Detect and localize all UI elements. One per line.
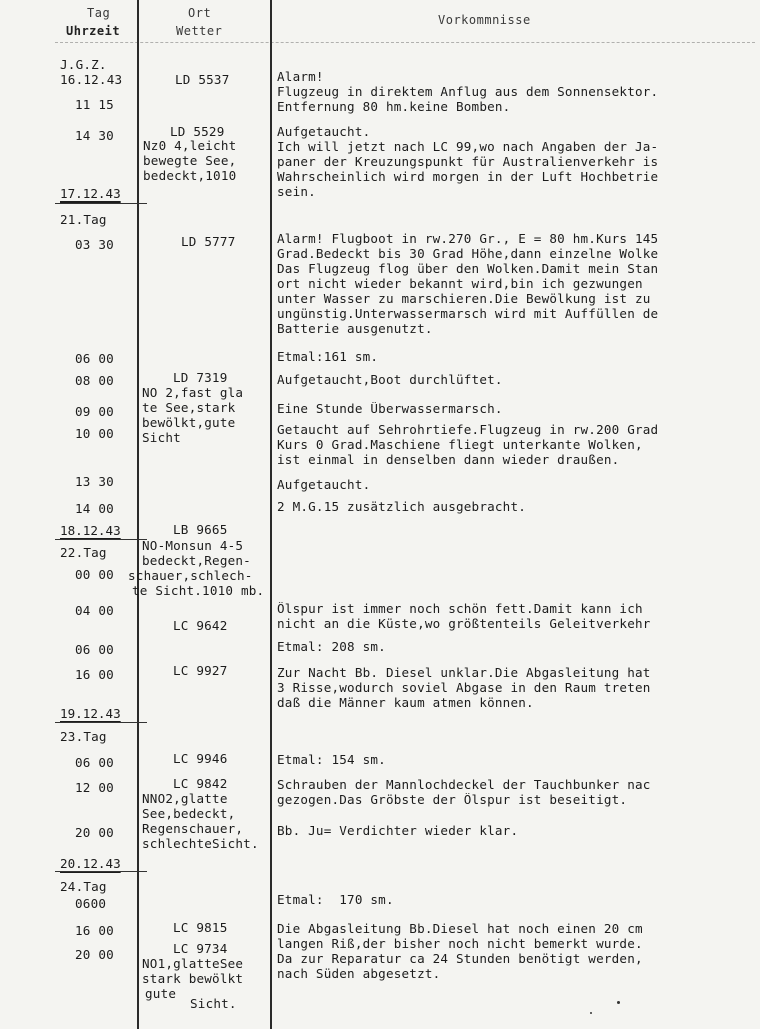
event-line: Zur Nacht Bb. Diesel unklar.Die Abgasleitung hat <box>277 666 651 680</box>
time-entry: 10 00 <box>75 426 114 441</box>
event-line: Schrauben der Mannlochdeckel der Tauchbunker nac <box>277 778 651 792</box>
header-uhrzeit: Uhrzeit <box>66 24 121 38</box>
event-line: ort nicht wieder bekannt wird,bin ich gezwungen <box>277 277 643 291</box>
event-line: sein. <box>277 185 316 199</box>
place-weather-entry: te See,stark <box>142 400 236 415</box>
header-ort: Ort <box>188 6 212 20</box>
event-line: Aufgetaucht. <box>277 125 371 139</box>
date-rule <box>55 203 147 204</box>
time-entry: 08 00 <box>75 373 114 388</box>
date-rule <box>55 871 147 872</box>
place-weather-entry: LC 9946 <box>173 751 228 766</box>
place-weather-entry: Sicht <box>142 430 181 445</box>
event-line: gezogen.Das Gröbste der Ölspur ist beseitigt. <box>277 793 628 807</box>
time-entry: 13 30 <box>75 474 114 489</box>
ink-speck <box>617 1001 620 1004</box>
event-line: unter Wasser zu marschieren.Die Bewölkung ist zu <box>277 292 651 306</box>
place-weather-entry: LD 7319 <box>173 370 228 385</box>
event-line: Kurs 0 Grad.Maschiene fliegt unterkante Wolken, <box>277 438 643 452</box>
event-line: Da zur Reparatur ca 24 Stunden benötigt werden, <box>277 952 643 966</box>
header-tag: Tag <box>87 6 111 20</box>
event-line: Ölspur ist immer noch schön fett.Damit kann ich <box>277 602 643 616</box>
event-line: Ich will jetzt nach LC 99,wo nach Angaben der Ja- <box>277 140 659 154</box>
event-line: Etmal:161 sm. <box>277 350 379 364</box>
place-weather-entry: bedeckt,Regen- <box>142 553 251 568</box>
event-line: Etmal: 154 sm. <box>277 753 386 767</box>
time-entry: 0600 <box>75 896 107 911</box>
event-line: Alarm! <box>277 70 324 84</box>
event-line: ungünstig.Unterwassermarsch wird mit Auffüllen de <box>277 307 659 321</box>
place-weather-entry: Regenschauer, <box>142 821 244 836</box>
date-rule <box>55 722 147 723</box>
time-entry: 03 30 <box>75 237 114 252</box>
event-line: daß die Männer kaum atmen können. <box>277 696 534 710</box>
event-line: nicht an die Küste,wo größtenteils Geleitverkehr <box>277 617 651 631</box>
event-line: langen Riß,der bisher noch nicht bemerkt wurde. <box>277 937 643 951</box>
event-line: Das Flugzeug flog über den Wolken.Damit mein Stan <box>277 262 659 276</box>
time-entry: 23.Tag <box>60 729 107 744</box>
date-entry: 19.12.43 <box>60 706 121 721</box>
time-entry: 00 00 <box>75 567 114 582</box>
time-entry: 04 00 <box>75 603 114 618</box>
place-weather-entry: LB 9665 <box>173 522 228 537</box>
time-entry: 16 00 <box>75 923 114 938</box>
place-weather-entry: LC 9927 <box>173 663 228 678</box>
time-entry: 16.12.43 <box>60 72 123 87</box>
date-entry: 17.12.43 <box>60 186 121 201</box>
time-entry: 16 00 <box>75 667 114 682</box>
header-vorkommnisse: Vorkommnisse <box>438 13 531 27</box>
place-weather-entry: See,bedeckt, <box>142 806 236 821</box>
event-line: Aufgetaucht. <box>277 478 371 492</box>
event-line: Grad.Bedeckt bis 30 Grad Höhe,dann einzelne Wolke <box>277 247 659 261</box>
column-rule-left <box>137 0 139 1029</box>
time-entry: 14 00 <box>75 501 114 516</box>
event-line: Die Abgasleitung Bb.Diesel hat noch einen 20 cm <box>277 922 643 936</box>
time-entry: 20 00 <box>75 825 114 840</box>
date-entry: 18.12.43 <box>60 523 121 538</box>
date-entry: 20.12.43 <box>60 856 121 871</box>
place-weather-entry: LD 5529 <box>170 124 225 139</box>
event-line: Flugzeug in direktem Anflug aus dem Sonnensektor. <box>277 85 659 99</box>
time-entry: 12 00 <box>75 780 114 795</box>
time-entry: 11 15 <box>75 97 114 112</box>
time-entry: 09 00 <box>75 404 114 419</box>
column-rule-right <box>270 0 272 1029</box>
event-line: Etmal: 208 sm. <box>277 640 386 654</box>
event-line: Etmal: 170 sm. <box>277 893 394 907</box>
event-line: Bb. Ju= Verdichter wieder klar. <box>277 824 519 838</box>
event-line: Batterie ausgenutzt. <box>277 322 433 336</box>
header-wetter: Wetter <box>176 24 223 38</box>
time-entry: 24.Tag <box>60 879 107 894</box>
time-entry: 06 00 <box>75 755 114 770</box>
place-weather-entry: te Sicht.1010 mb. <box>132 583 265 598</box>
place-weather-entry: Sicht. <box>190 996 237 1011</box>
place-weather-entry: bewölkt,gute <box>142 415 236 430</box>
place-weather-entry: stark bewölkt <box>142 971 244 986</box>
place-weather-entry: NNO2,glatte <box>142 791 228 806</box>
place-weather-entry: LD 5537 <box>175 72 230 87</box>
place-weather-entry: NO-Monsun 4-5 <box>142 538 244 553</box>
ink-speck <box>590 1012 592 1014</box>
place-weather-entry: gute <box>145 986 177 1001</box>
event-line: Alarm! Flugboot in rw.270 Gr., E = 80 hm.Kurs 145 <box>277 232 659 246</box>
place-weather-entry: LC 9842 <box>173 776 228 791</box>
place-weather-entry: LC 9642 <box>173 618 228 633</box>
event-line: paner der Kreuzungspunkt für Australienverkehr is <box>277 155 659 169</box>
place-weather-entry: schauer,schlech- <box>128 568 253 583</box>
event-line: 2 M.G.15 zusätzlich ausgebracht. <box>277 500 527 514</box>
place-weather-entry: LC 9734 <box>173 941 228 956</box>
place-weather-entry: bewegte See, <box>143 153 237 168</box>
time-entry: 21.Tag <box>60 212 107 227</box>
event-line: ist einmal in denselben dann wieder draußen. <box>277 453 620 467</box>
place-weather-entry: Nz0 4,leicht <box>143 138 237 153</box>
time-entry: 22.Tag <box>60 545 107 560</box>
place-weather-entry: NO 2,fast gla <box>142 385 244 400</box>
event-line: Entfernung 80 hm.keine Bomben. <box>277 100 511 114</box>
time-entry: J.G.Z. <box>60 57 107 72</box>
event-line: Aufgetaucht,Boot durchlüftet. <box>277 373 503 387</box>
header-rule <box>55 42 755 43</box>
event-line: Wahrscheinlich wird morgen in der Luft Hochbetrie <box>277 170 659 184</box>
place-weather-entry: bedeckt,1010 <box>143 168 237 183</box>
place-weather-entry: schlechteSicht. <box>142 836 259 851</box>
event-line: Eine Stunde Überwassermarsch. <box>277 402 503 416</box>
event-line: Getaucht auf Sehrohrtiefe.Flugzeug in rw.200 Grad <box>277 423 659 437</box>
time-entry: 14 30 <box>75 128 114 143</box>
time-entry: 20 00 <box>75 947 114 962</box>
place-weather-entry: LD 5777 <box>181 234 236 249</box>
time-entry: 06 00 <box>75 351 114 366</box>
date-rule <box>55 539 147 540</box>
place-weather-entry: NO1,glatteSee <box>142 956 244 971</box>
event-line: nach Süden abgesetzt. <box>277 967 441 981</box>
event-line: 3 Risse,wodurch soviel Abgase in den Raum treten <box>277 681 651 695</box>
time-entry: 06 00 <box>75 642 114 657</box>
place-weather-entry: LC 9815 <box>173 920 228 935</box>
